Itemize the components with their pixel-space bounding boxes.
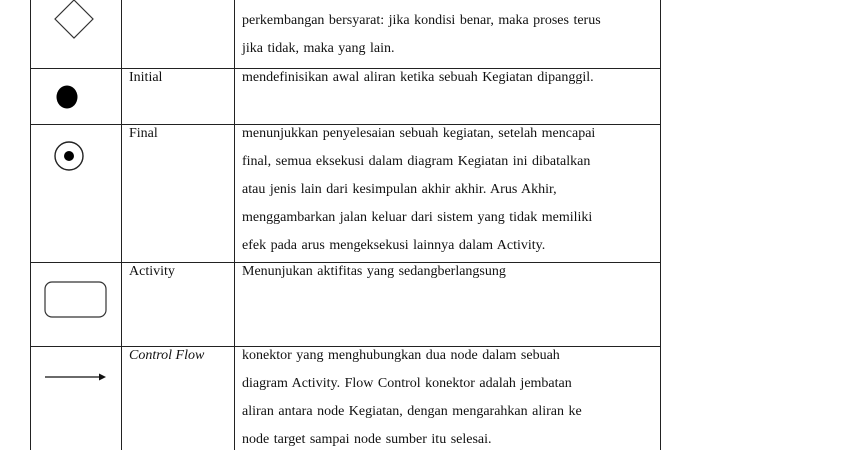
description-line: Menunjukan aktifitas yang sedangberlangsung <box>242 264 506 279</box>
row-description <box>242 120 654 260</box>
arrow-right-icon <box>44 371 108 383</box>
description-line: menggambarkan jalan keluar dari sistem yang tidak memiliki <box>242 210 593 225</box>
decision-diamond-icon <box>52 0 96 42</box>
description-line: diagram Activity. Flow Control konektor adalah jembatan <box>242 376 572 391</box>
row-description <box>242 64 654 92</box>
description-line: efek pada arus mengeksekusi lainnya dalam Activity. <box>242 238 546 253</box>
initial-node-icon <box>55 84 79 110</box>
description-line: mendefinisikan awal aliran ketika sebuah Kegiatan dipanggil. <box>242 70 594 85</box>
description-line: perkembangan bersyarat: jika kondisi benar, maka proses terus <box>242 13 601 28</box>
final-node-icon <box>53 140 85 172</box>
row-name: Control Flow <box>129 348 205 363</box>
description-line: konektor yang menghubungkan dua node dalam sebuah <box>242 348 560 363</box>
description-line: node target sampai node sumber itu selesai. <box>242 432 492 447</box>
activity-node-icon <box>44 281 108 319</box>
description-line: final, semua eksekusi dalam diagram Kegiatan ini dibatalkan <box>242 154 591 169</box>
description-line: aliran antara node Kegiatan, dengan mengarahkan aliran ke <box>242 404 582 419</box>
description-line: jika tidak, maka yang lain. <box>242 41 395 56</box>
table-border-right <box>660 0 661 450</box>
row-name: Initial <box>129 70 163 85</box>
row-description <box>242 7 654 63</box>
row-name: Activity <box>129 264 175 279</box>
row-description <box>242 258 654 286</box>
description-line: menunjukkan penyelesaian sebuah kegiatan, setelah mencapai <box>242 126 596 141</box>
row-description <box>242 342 654 454</box>
description-line: atau jenis lain dari kesimpulan akhir akhir. Arus Akhir, <box>242 182 557 197</box>
row-name: Final <box>129 126 158 141</box>
